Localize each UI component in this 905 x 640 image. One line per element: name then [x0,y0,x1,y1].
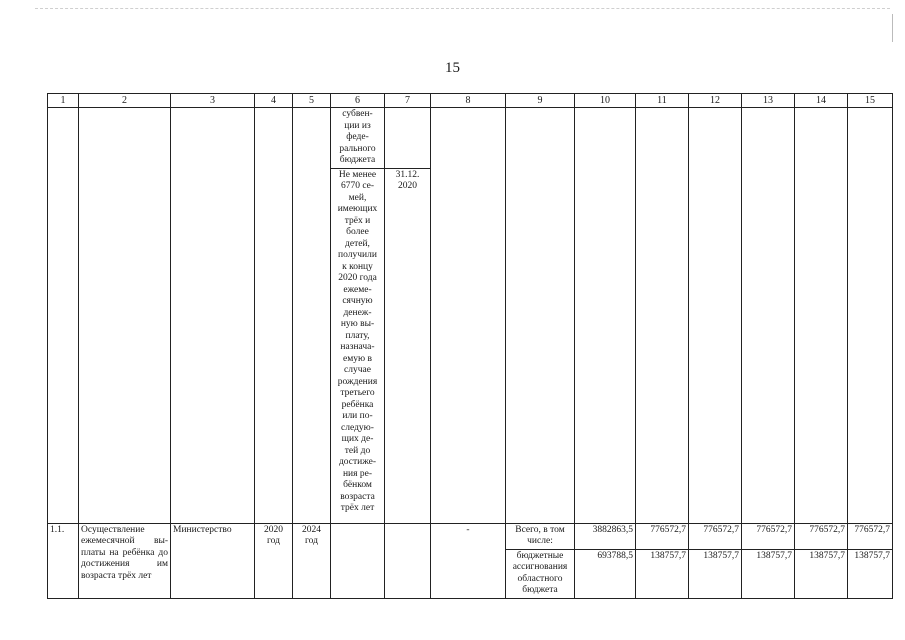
col-header: 9 [506,94,575,108]
row-number: 1.1. [48,523,79,598]
page-number: 15 [445,60,460,76]
expected-result-cell: Не менее 6770 се- мей, имеющих трёх и более детей, получили к концу 2020 года ежеме- сячную денеж- ную вы- плату, назнача- емую в случае рождения третьего ребёнка или по- следую- щих де- тей до достиже- ния ре- бёнком возраста трёх лет [331,168,385,523]
col-header: 5 [293,94,331,108]
col-header: 12 [689,94,742,108]
program-table [47,93,893,599]
col-header: 15 [848,94,893,108]
value-cell: 776572,7 [689,523,742,549]
source-label: Всего, в том числе: [506,523,575,549]
table-row [48,523,893,549]
col-header: 6 [331,94,385,108]
end-year: 2024 год [293,523,331,598]
col-header: 2 [79,94,171,108]
value-cell: 138757,7 [636,549,689,598]
value-cell: 138757,7 [848,549,893,598]
value-cell: 138757,7 [742,549,795,598]
continuation-row [48,108,893,169]
col-header: 8 [431,94,506,108]
measure-name: Осуществление ежемесячной вы-платы на ребёнка до достижения им возраста трёх лет [79,523,171,598]
col-header: 7 [385,94,431,108]
col-header: 11 [636,94,689,108]
value-cell: 138757,7 [689,549,742,598]
source-label: бюджетные ассигнования областного бюджета [506,549,575,598]
scan-edge-mark [892,14,893,42]
col-header: 14 [795,94,848,108]
value-cell: 3882863,5 [575,523,636,549]
col-header: 1 [48,94,79,108]
result-date-cell: 31.12. 2020 [385,168,431,523]
scan-artifact-line [35,8,890,9]
value-cell: 776572,7 [795,523,848,549]
column-number-row [48,94,893,108]
col8-dash: - [431,523,506,598]
value-cell: 776572,7 [636,523,689,549]
start-year: 2020 год [255,523,293,598]
executor-cell: Министерство [171,523,255,598]
value-cell: 776572,7 [848,523,893,549]
value-cell: 138757,7 [795,549,848,598]
value-cell: 776572,7 [742,523,795,549]
col-header: 10 [575,94,636,108]
col-header: 3 [171,94,255,108]
value-cell: 693788,5 [575,549,636,598]
col-header: 13 [742,94,795,108]
funding-source-cell: субвен- ции из феде- рального бюджета [331,108,385,169]
col-header: 4 [255,94,293,108]
